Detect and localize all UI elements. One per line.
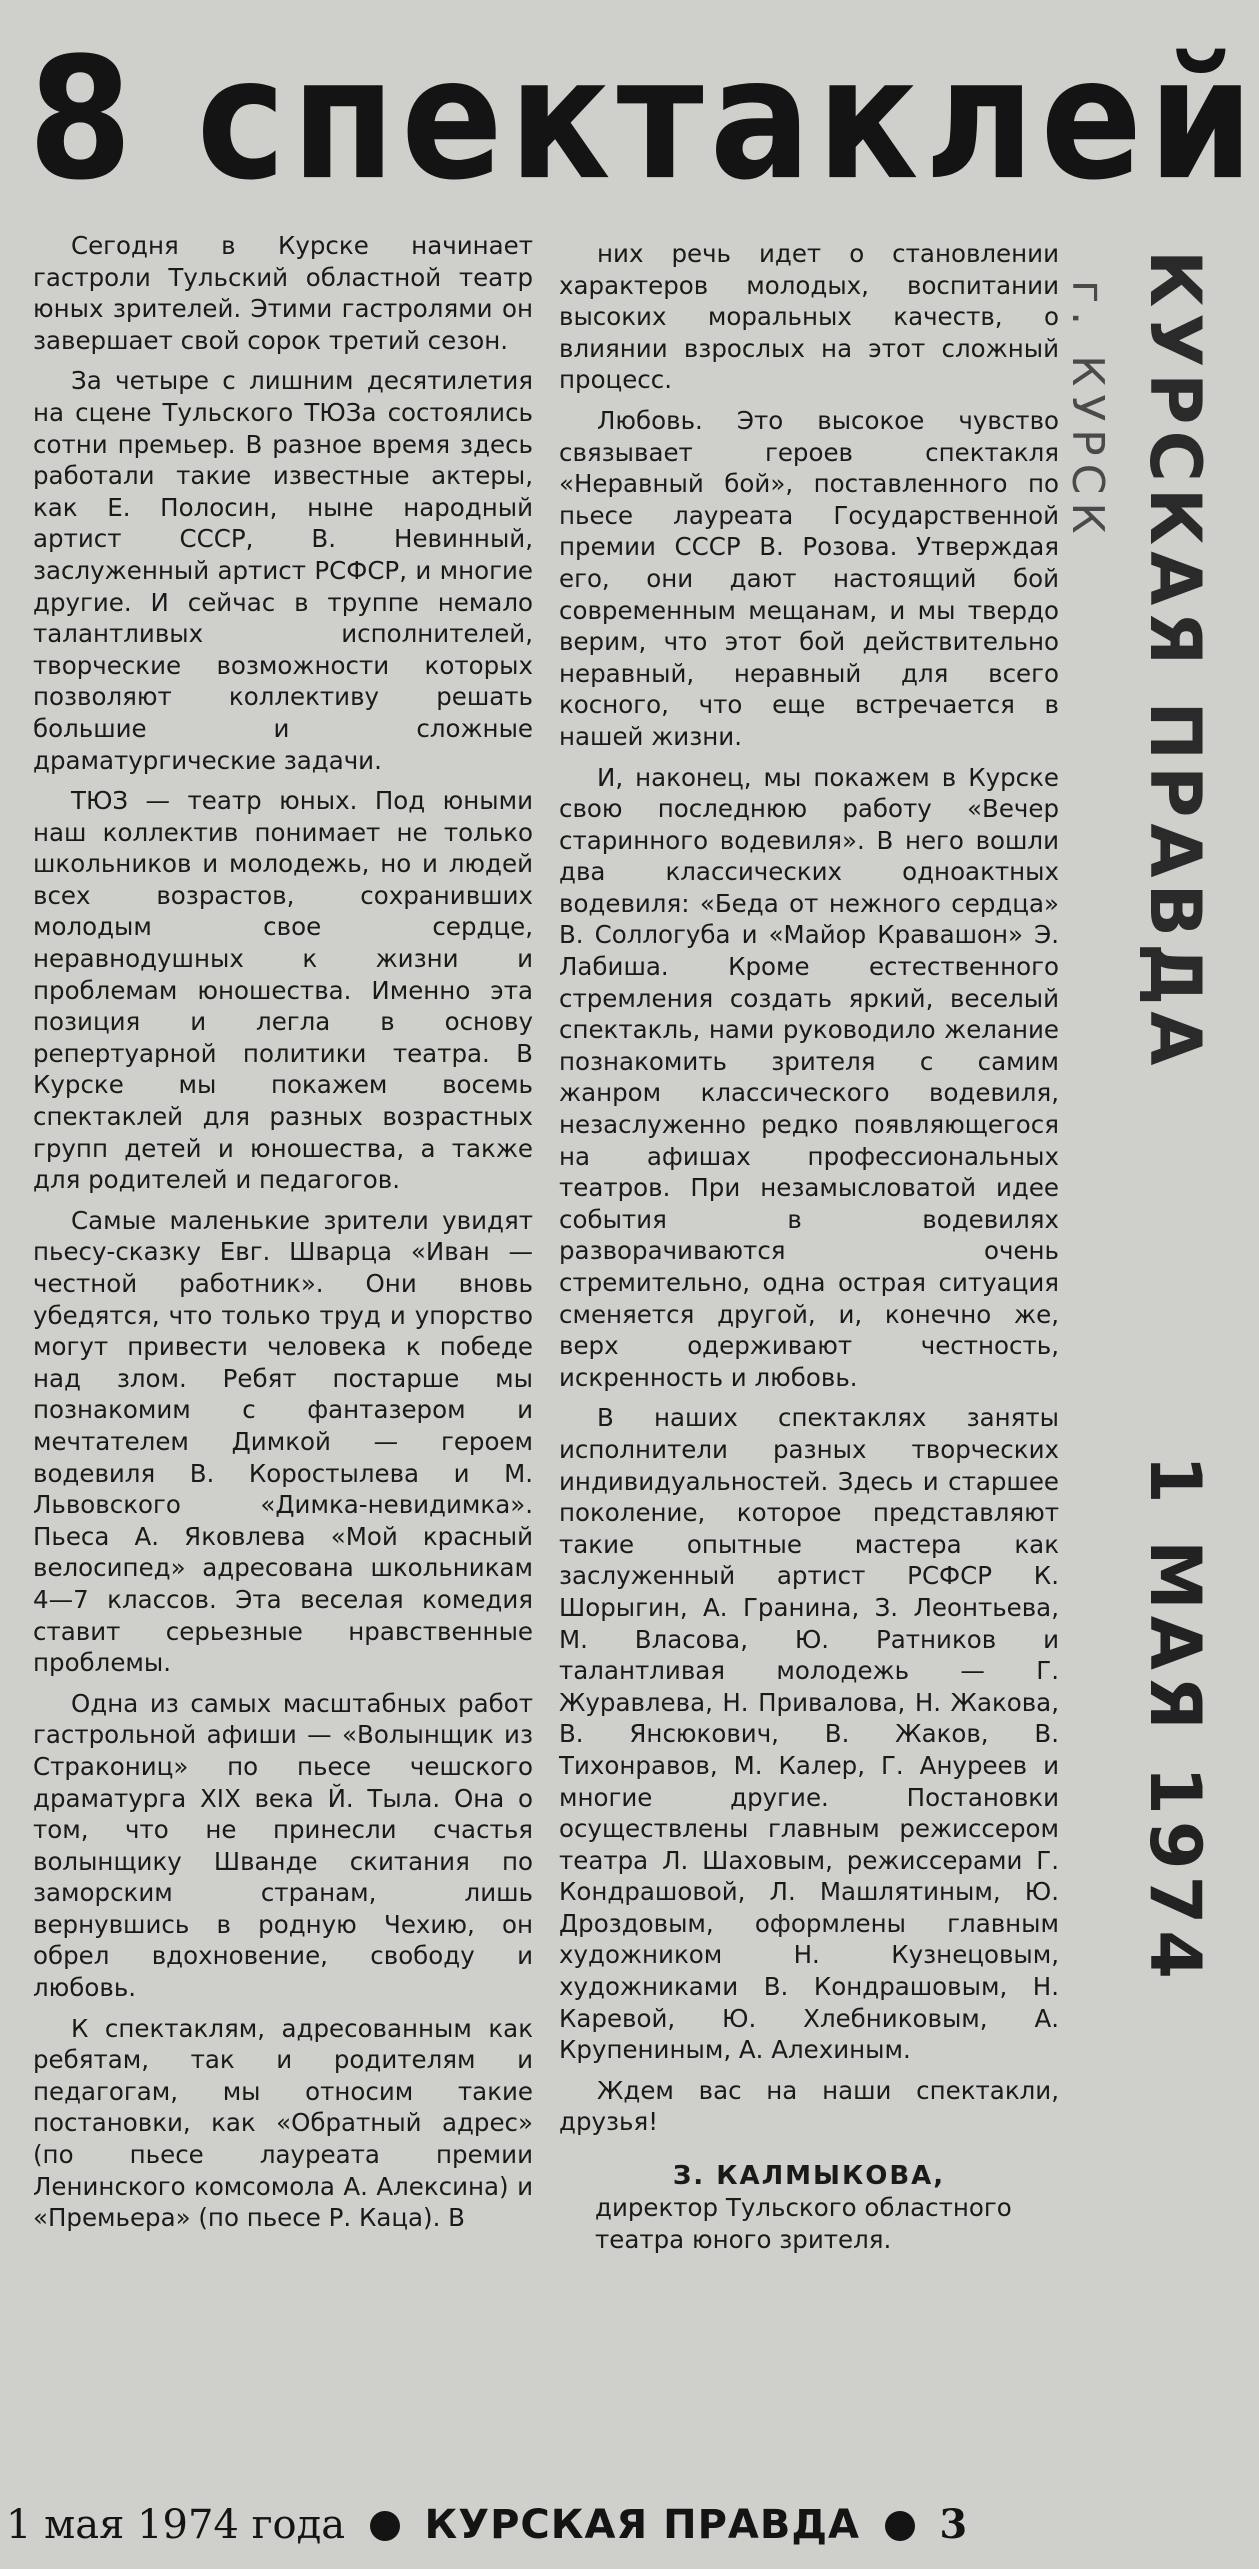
paragraph: них речь идет о становлении характеров молодых, воспитании высоких моральных качеств, о влиянии взрослых на этот сложный процесс. <box>559 239 1059 395</box>
archive-stamp-city: г. КУРСК <box>1062 280 1113 542</box>
paragraph: За четыре с лишним десятилетия на сцене Тульского ТЮЗа состоялись сотни премьер. В разное время здесь работали такие известные актеры, как Е. Полосин, ныне народный артист СССР, В. Невинный, заслуженный артист РСФСР, и многие другие. И сейчас в труппе немало талантливых исполнителей, творческие возможности которых позволяют коллективу решать большие и сложные драматургические задачи. <box>33 366 533 775</box>
paragraph: В наших спектаклях заняты исполнители разных творческих индивидуальностей. Здесь и старшее поколение, которое представляют такие опытные мастера как заслуженный артист РСФСР К. Шорыгин, А. Гранина, З. Леонтьева, М. Власова, Ю. Ратников и талантливая молодежь — Г. Журавлева, Н. Привалова, Н. Жакова, В. Янсюкович, В. Жаков, В. Тихонравов, М. Калер, Г. Ануреев и многие другие. Постановки осуществлены главным режиссером театра Л. Шаховым, режиссерами Г. Кондрашовой, Л. Машлятиным, Ю. Дроздовым, оформлены главным художником Н. Кузнецовым, художниками В. Кондрашовым, Н. Каревой, Ю. Хлебниковым, А. Крупениным, А. Алехиным. <box>559 1403 1059 2065</box>
page-footer <box>0 2495 1204 2555</box>
paragraph: К спектаклям, адресованным как ребятам, так и родителям и педагогам, мы относим такие постановки, как «Обратный адрес» (по пьесе лауреата премии Ленинского комсомола А. Алексина) и «Премьера» (по пьесе Р. Каца). В <box>33 2013 533 2233</box>
author-signature: З. КАЛМЫКОВА, <box>672 2161 946 2192</box>
archive-stamp-date: 1 МАЯ 1974 <box>1134 1455 1216 1986</box>
footer-newspaper-name: КУРСКАЯ ПРАВДА <box>424 2502 860 2548</box>
paragraph: Сегодня в Курске начинает гастроли Тульский областной театр юных зрителей. Этими гастролями он завершает свой сорок третий сезон. <box>33 231 533 355</box>
paragraph: И, наконец, мы покажем в Курске свою последнюю работу «Вечер старинного водевиля». В него вошли два классических одноактных водевиля: «Беда от нежного сердца» В. Соллогуба и «Майор Кравашон» Э. Лабиша. Кроме естественного стремления создать яркий, веселый спектакль, нами руководило желание познакомить зрителя с самим жанром классического водевиля, незаслуженно редко появляющегося на афишах профессиональных театров. При незамысловатой идее события в водевилях разворачиваются очень стремительно, одна острая ситуация сменяется другой, и, конечно же, верх одерживают честность, искренность и любовь. <box>559 762 1059 1392</box>
paragraph: Ждем вас на наши спектакли, друзья! <box>559 2075 1059 2137</box>
footer-date: 1 мая 1974 года <box>6 2502 346 2548</box>
article-column-left <box>33 230 533 2410</box>
footer-page-number: 3 <box>939 2501 968 2548</box>
author-role: директор Тульского областного театра юного зрителя. <box>595 2193 1012 2254</box>
article-headline: 8 спектаклей <box>28 22 1259 218</box>
article-column-right <box>559 238 1059 2418</box>
paragraph: Любовь. Это высокое чувство связывает героев спектакля «Неравный бой», поставленного по пьесе лауреата Государственной премии СССР В. Розова. Утверждая его, они дают настоящий бой современным мещанам, и мы твердо верим, что этот бой действительно неравный, неравный для всего косного, что еще встречается в нашей жизни. <box>559 405 1059 751</box>
paragraph: ТЮЗ — театр юных. Под юными наш коллектив понимает не только школьников и молодежь, но и людей всех возрастов, сохранивших молодым свое сердце, неравнодушных к жизни и проблемам юношества. Именно эта позиция и легла в основу репертуарной политики театра. В Курске мы покажем восемь спектаклей для разных возрастных групп детей и юношества, а также для родителей и педагогов. <box>33 786 533 1195</box>
paragraph: Одна из самых масштабных работ гастрольной афиши — «Волынщик из Стракониц» по пьесе чешского драматурга XIX века Й. Тыла. Она о том, что не принесли счастья волынщику Шванде скитания по заморским странам, лишь вернувшись в родную Чехию, он обрел вдохновение, свободу и любовь. <box>33 1688 533 2003</box>
paragraph: Самые маленькие зрители увидят пьесу-сказку Евг. Шварца «Иван — честной работник». Они вновь убедятся, что только труд и упорство могут привести человека к победе над злом. Ребят постарше мы познакомим с фантазером и мечтателем Димкой — героем водевиля В. Коростылева и М. Львовского «Димка-невидимка». Пьеса А. Яковлева «Мой красный велосипед» адресована школьникам 4—7 классов. Эта веселая комедия ставит серьезные нравственные проблемы. <box>33 1205 533 1678</box>
archive-stamp-newspaper: КУРСКАЯ ПРАВДА <box>1134 250 1216 1072</box>
bullet-icon <box>885 2511 915 2541</box>
bullet-icon <box>370 2511 400 2541</box>
